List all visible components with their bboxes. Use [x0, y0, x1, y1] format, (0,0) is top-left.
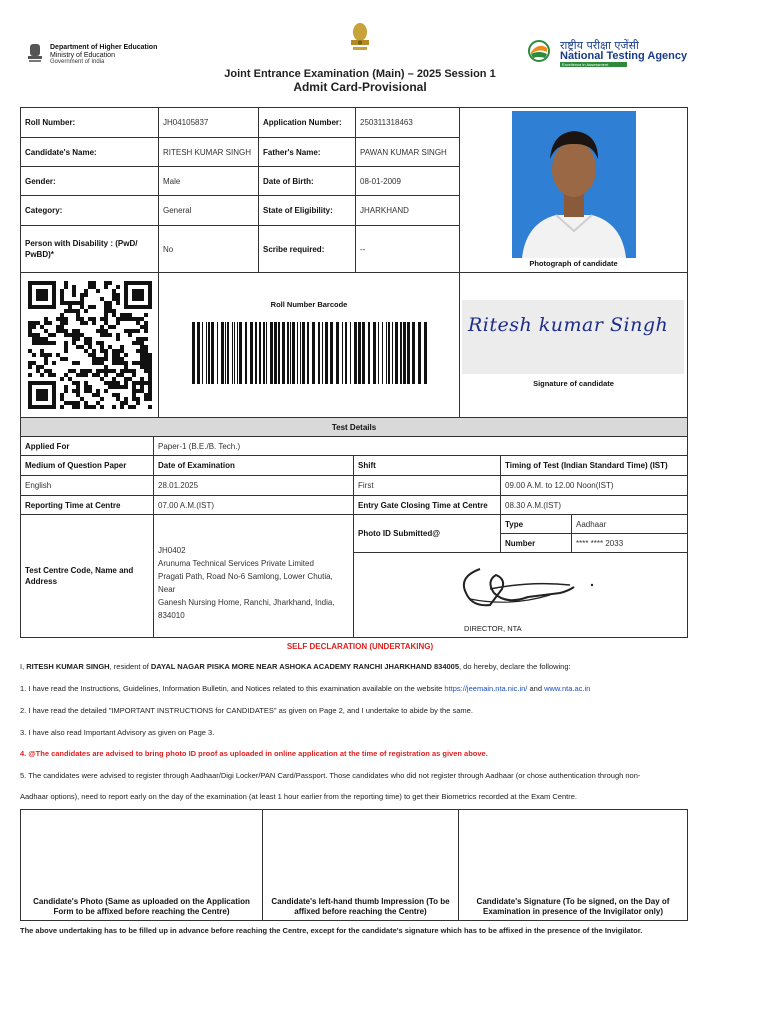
nta-tagline: Excellence in Assessment: [560, 62, 627, 67]
applied-for-label: Applied For: [21, 437, 154, 456]
dob-value: 08-01-2009: [356, 167, 460, 196]
point-text: and: [527, 684, 545, 693]
photo-id-label: Photo ID Submitted@: [354, 515, 501, 553]
application-number-label: Application Number:: [259, 108, 356, 138]
ministry-name: Ministry of Education: [50, 52, 115, 59]
barcode-cell: [159, 273, 460, 418]
director-signature-cell: [354, 553, 687, 637]
director-label: DIRECTOR, NTA: [464, 624, 522, 633]
thumb-box-caption: Candidate's left-hand thumb Impression (To be affixed before reaching the Centre): [271, 897, 450, 916]
pwd-value: No: [159, 226, 259, 273]
medium-value: English: [21, 476, 154, 496]
roll-number-value: JH04105837: [159, 108, 259, 138]
point-text: 1. I have read the Instructions, Guidelines, Information Bulletin, and Notices related to this examination available on the website: [20, 684, 445, 693]
declaration-point-3: 3. I have also read Important Advisory as given on Page 3.: [20, 728, 215, 737]
signature-cell: [460, 273, 687, 418]
category-value: General: [159, 196, 259, 226]
id-number-label: Number: [501, 534, 572, 553]
test-details-heading: Test Details: [21, 418, 687, 437]
barcode-label: Roll Number Barcode: [270, 300, 348, 309]
declarant-address: DAYAL NAGAR PISKA MORE NEAR ASHOKA ACADEMY RANCHI JHARKHAND 834005: [150, 662, 459, 671]
gate-closing-label: Entry Gate Closing Time at Centre: [354, 496, 501, 515]
candidate-name-value: RITESH KUMAR SINGH: [159, 138, 259, 167]
declaration-point-4: 4. @The candidates are advised to bring photo ID proof as uploaded in online application at the time of registration as given above.: [20, 749, 488, 758]
national-emblem-icon: [345, 22, 375, 58]
intro-text: , do hereby, declare the following:: [459, 662, 571, 671]
exam-title: Joint Entrance Examination (Main) – 2025 Session 1: [224, 68, 496, 80]
jeemain-link[interactable]: https://jeemain.nta.nic.in/: [444, 684, 528, 693]
reporting-time-label: Reporting Time at Centre: [21, 496, 154, 515]
ministry-header: [26, 40, 226, 70]
centre-address-line: Pragati Path, Road No-6 Samlong, Lower Chutia, Near: [158, 572, 333, 594]
centre-address-line: Ganesh Nursing Home, Ranchi, Jharkhand, India,: [158, 598, 335, 607]
qr-code-icon: [28, 281, 152, 409]
qr-cell: [21, 273, 159, 418]
shift-label: Shift: [354, 456, 501, 476]
declarant-name: RITESH KUMAR SINGH: [26, 662, 110, 671]
candidate-name-label: Candidate's Name:: [21, 138, 159, 167]
applied-for-value: Paper-1 (B.E./B. Tech.): [154, 437, 687, 456]
dob-label: Date of Birth:: [259, 167, 356, 196]
gender-value: Male: [159, 167, 259, 196]
signature-box-caption: Candidate's Signature (To be signed, on the Day of Examination in presence of the Invigilator only): [476, 897, 670, 916]
father-name-value: PAWAN KUMAR SINGH: [356, 138, 460, 167]
scribe-value: --: [356, 226, 460, 273]
barcode-icon: [192, 322, 428, 384]
scribe-label: Scribe required:: [259, 226, 356, 273]
declaration-title: SELF DECLARATION (UNDERTAKING): [286, 642, 434, 651]
timing-label: Timing of Test (Indian Standard Time) (IST): [501, 456, 687, 476]
gate-closing-value: 08.30 A.M.(IST): [501, 496, 687, 515]
test-centre-address: [154, 515, 354, 637]
declaration-point-1: [20, 683, 690, 694]
test-details-table: [20, 418, 688, 638]
nta-logo-icon: [528, 40, 550, 62]
nta-website-link[interactable]: www.nta.ac.in: [544, 684, 591, 693]
declaration-point-5a: 5. The candidates were advised to register through Aadhaar/Digi Locker/PAN Card/Passport. Those candidates who did not register through Aadhaar (or chose authentication through non-: [20, 771, 641, 780]
gender-label: Gender:: [21, 167, 159, 196]
nta-logo: [528, 38, 708, 68]
timing-value: 09.00 A.M. to 12.00 Noon(IST): [501, 476, 687, 496]
category-label: Category:: [21, 196, 159, 226]
government-name: Government of India: [50, 59, 105, 65]
undertaking-boxes: [20, 809, 688, 921]
photo-caption: Photograph of candidate: [529, 259, 618, 268]
dept-name: Department of Higher Education: [50, 44, 158, 51]
photo-cell: [460, 108, 687, 273]
signature-caption: Signature of candidate: [533, 379, 614, 388]
medium-label: Medium of Question Paper: [21, 456, 154, 476]
admit-card-title: Admit Card-Provisional: [293, 80, 427, 94]
candidate-photo: [512, 111, 636, 258]
id-type-value: Aadhaar: [572, 515, 687, 534]
father-name-label: Father's Name:: [259, 138, 356, 167]
test-centre-label: Test Centre Code, Name and Address: [21, 515, 154, 637]
state-eligibility-value: JHARKHAND: [356, 196, 460, 226]
application-number-value: 250311318463: [356, 108, 460, 138]
shift-value: First: [354, 476, 501, 496]
exam-date-value: 28.01.2025: [154, 476, 354, 496]
declaration-intro: [20, 661, 690, 672]
reporting-time-value: 07.00 A.M.(IST): [154, 496, 354, 515]
centre-name: Arunuma Technical Services Private Limited: [158, 559, 314, 568]
nta-english-name: National Testing Agency: [560, 50, 688, 62]
declaration-point-5b: Aadhaar options), need to report early on the day of the examination (at least 1 hour earlier from the reporting time) to get their Biometrics recorded at the Exam Centre.: [20, 792, 577, 801]
signature-box: [459, 810, 687, 920]
intro-text: , resident of: [109, 662, 151, 671]
centre-code: JH0402: [158, 546, 186, 555]
footer-note: The above undertaking has to be filled up in advance before reaching the Centre, except for the candidate's signature which has to be affixed in the presence of the Invigilator.: [20, 926, 643, 935]
declaration-point-2: 2. I have read the detailed "IMPORTANT INSTRUCTIONS for CANDIDATES" as given on Page 2, and I undertake to abide by the same.: [20, 706, 473, 715]
intro-text: I,: [20, 662, 27, 671]
candidate-photo-box: [21, 810, 263, 920]
national-emblem-icon: [26, 42, 44, 64]
signature-image: [462, 300, 684, 374]
centre-pincode: 834010: [158, 611, 185, 620]
thumb-impression-box: [263, 810, 459, 920]
pwd-label: Person with Disability : (PwD/ PwBD)*: [21, 226, 159, 273]
signature-text: Ritesh kumar Singh: [468, 314, 669, 336]
id-number-value: **** **** 2033: [572, 534, 687, 553]
id-type-label: Type: [501, 515, 572, 534]
state-eligibility-label: State of Eligibility:: [259, 196, 356, 226]
photo-box-caption: Candidate's Photo (Same as uploaded on the Application Form to be affixed before reaching the Centre): [33, 897, 250, 916]
roll-number-label: Roll Number:: [21, 108, 159, 138]
exam-date-label: Date of Examination: [154, 456, 354, 476]
candidate-details-table: [20, 107, 688, 418]
director-signature-icon: [450, 559, 600, 619]
nta-hindi-name: राष्ट्रीय परीक्षा एजेंसी: [560, 39, 639, 52]
